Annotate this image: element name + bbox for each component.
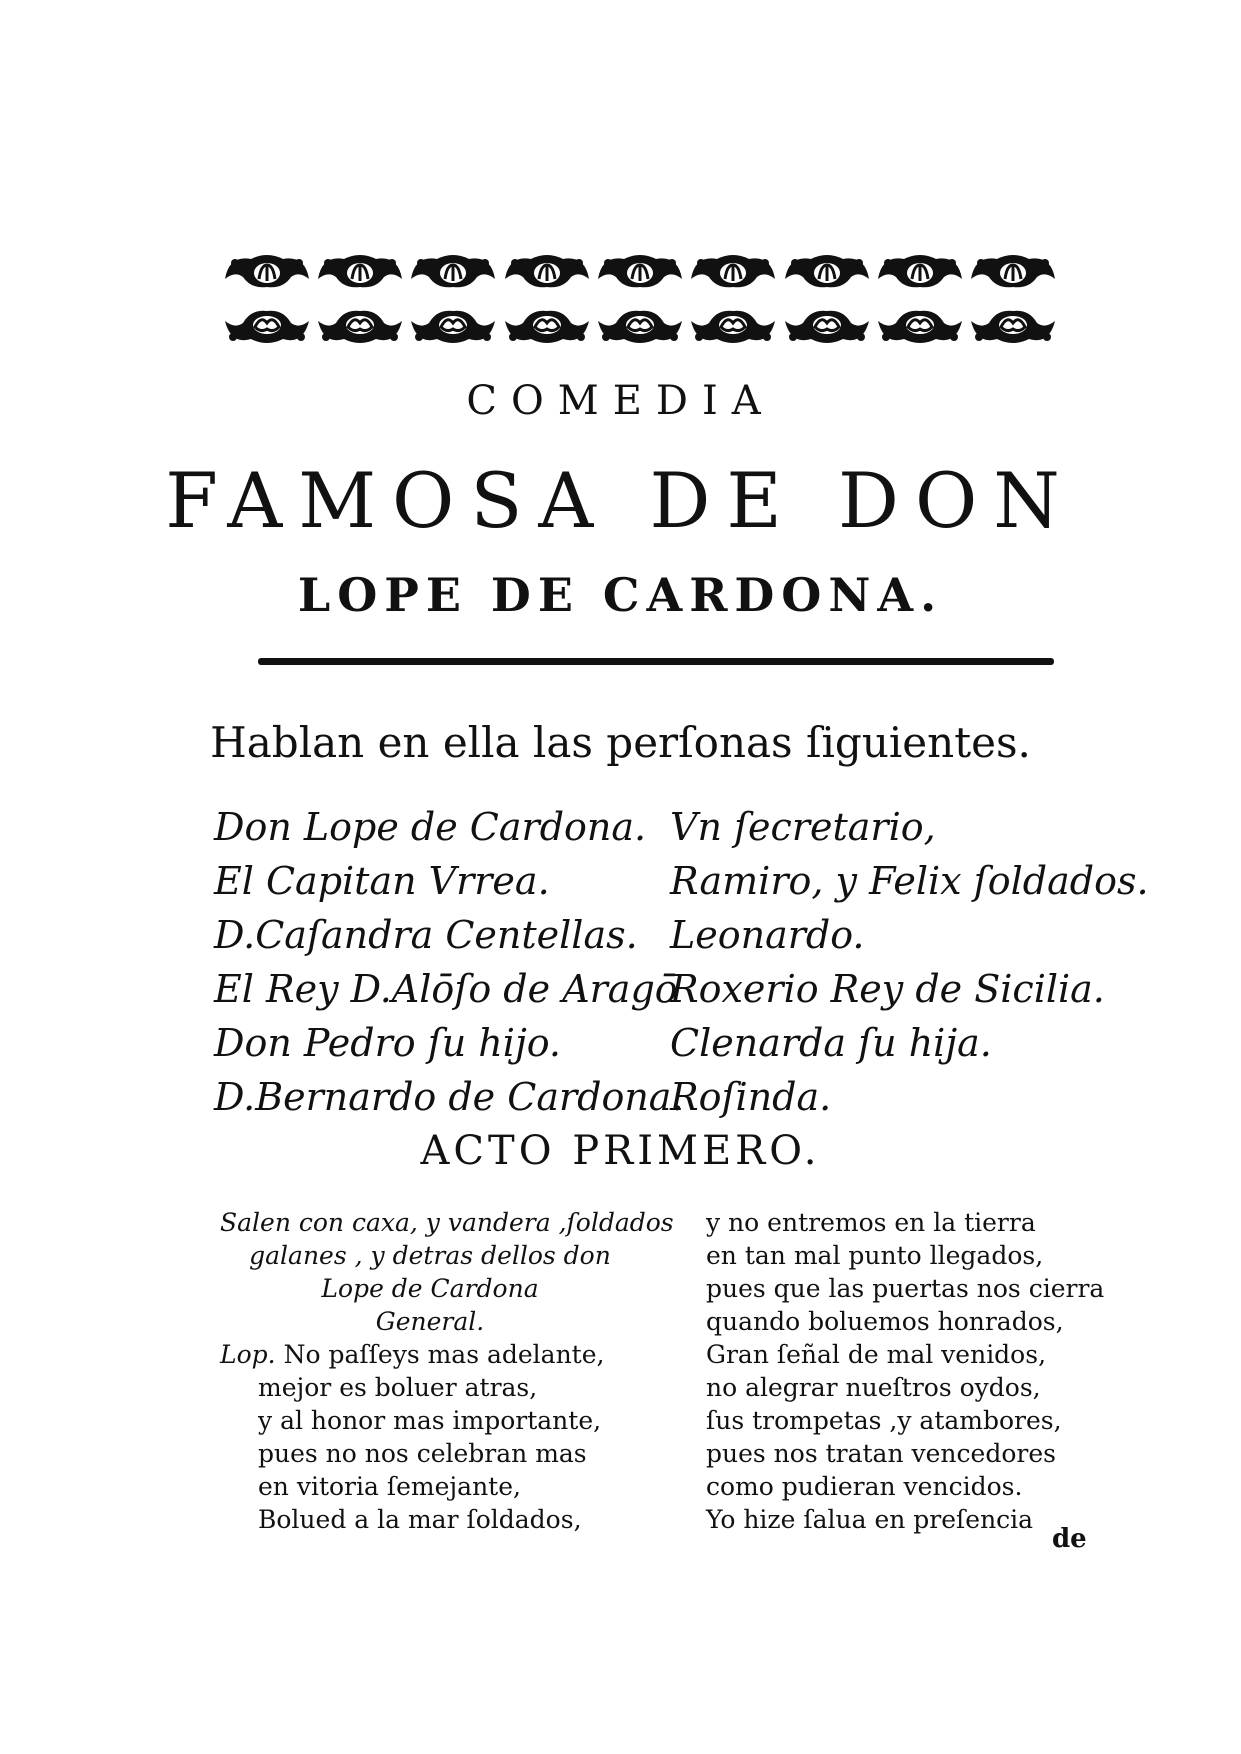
ornament-motif-icon bbox=[687, 300, 780, 350]
title-line-2: FAMOSA DE DON bbox=[165, 456, 1076, 545]
person-name: Roxerio Rey de Sicilia. bbox=[670, 967, 1105, 1011]
person-name: Clenarda ſu hija. bbox=[670, 1021, 992, 1065]
verse-line: y al honor mas importante, bbox=[258, 1406, 602, 1435]
verse-line: no alegrar nueſtros oydos, bbox=[706, 1373, 1041, 1402]
verse-line: No paſſeys mas adelante, bbox=[283, 1340, 605, 1369]
verse-line: mejor es boluer atras, bbox=[258, 1373, 538, 1402]
verse-line: quando boluemos honrados, bbox=[706, 1307, 1064, 1336]
person-name: El Capitan Vrrea. bbox=[214, 859, 550, 903]
ornament-motif-icon bbox=[687, 248, 780, 298]
verse-column-right bbox=[706, 1206, 1126, 1536]
ornamental-header-band bbox=[220, 248, 1060, 350]
stage-direction-line: Lope de Cardona bbox=[321, 1274, 539, 1303]
ornament-motif-icon bbox=[967, 300, 1060, 350]
stage-direction-line: Salen con caxa, y vandera ,ſoldados bbox=[220, 1208, 674, 1237]
verse-line: en vitoria ſemejante, bbox=[258, 1472, 521, 1501]
ornament-motif-icon bbox=[967, 248, 1060, 298]
ornament-motif-icon bbox=[593, 300, 686, 350]
ornament-motif-icon bbox=[780, 300, 873, 350]
person-name: Vn ſecretario, bbox=[670, 805, 936, 849]
title-line-3: LOPE DE CARDONA. bbox=[297, 568, 944, 622]
ornament-motif-icon bbox=[407, 248, 500, 298]
ornament-motif-icon bbox=[220, 300, 313, 350]
person-name: Don Pedro ſu hijo. bbox=[214, 1021, 562, 1065]
verse-column-left bbox=[220, 1206, 674, 1536]
person-name: El Rey D.Alōſo de Aragō bbox=[214, 967, 678, 1011]
ornament-motif-icon bbox=[780, 248, 873, 298]
title-line-1: COMEDIA bbox=[466, 378, 775, 424]
dramatis-personae-heading: Hablan en ella las perſonas ſiguientes. bbox=[210, 718, 1031, 767]
verse-line: Gran ſeñal de mal venidos, bbox=[706, 1340, 1047, 1369]
speaker-label: Lop. bbox=[220, 1340, 276, 1369]
person-name: Leonardo. bbox=[670, 913, 865, 957]
verse-line: ſus trompetas ,y atambores, bbox=[706, 1406, 1062, 1435]
stage-direction-line: General. bbox=[375, 1307, 485, 1336]
ornament-motif-icon bbox=[313, 248, 406, 298]
verse-line: Yo hize ſalua en preſencia bbox=[706, 1505, 1034, 1534]
verse-line: pues nos tratan vencedores bbox=[706, 1439, 1056, 1468]
ornament-motif-icon bbox=[313, 300, 406, 350]
verse-line: Bolued a la mar ſoldados, bbox=[258, 1505, 582, 1534]
act-heading: ACTO PRIMERO. bbox=[420, 1128, 821, 1174]
verse-line: pues no nos celebran mas bbox=[258, 1439, 587, 1468]
person-name: D.Bernardo de Cardona. bbox=[214, 1075, 684, 1119]
verse-line: y no entremos en la tierra bbox=[706, 1208, 1036, 1237]
person-name: Don Lope de Cardona. bbox=[214, 805, 647, 849]
verse-line-with-speaker bbox=[220, 1338, 640, 1371]
person-name: Roſinda. bbox=[670, 1075, 832, 1119]
stage-direction-line: galanes , y detras dellos don bbox=[249, 1241, 611, 1270]
verse-line: pues que las puertas nos cierra bbox=[706, 1274, 1105, 1303]
ornament-motif-icon bbox=[220, 248, 313, 298]
ornament-motif-icon bbox=[873, 248, 966, 298]
verse-line: como pudieran vencidos. bbox=[706, 1472, 1023, 1501]
ornament-motif-icon bbox=[593, 248, 686, 298]
person-name: D.Caſandra Centellas. bbox=[214, 913, 638, 957]
horizontal-rule bbox=[258, 658, 1054, 665]
catchword: de bbox=[1052, 1524, 1087, 1554]
ornament-motif-icon bbox=[407, 300, 500, 350]
ornament-motif-icon bbox=[500, 300, 593, 350]
person-name: Ramiro, y Felix ſoldados. bbox=[670, 859, 1149, 903]
verse-line: en tan mal punto llegados, bbox=[706, 1241, 1044, 1270]
persons-left-column bbox=[214, 800, 684, 1124]
ornament-motif-icon bbox=[500, 248, 593, 298]
ornament-motif-icon bbox=[873, 300, 966, 350]
persons-right-column bbox=[670, 800, 1149, 1124]
